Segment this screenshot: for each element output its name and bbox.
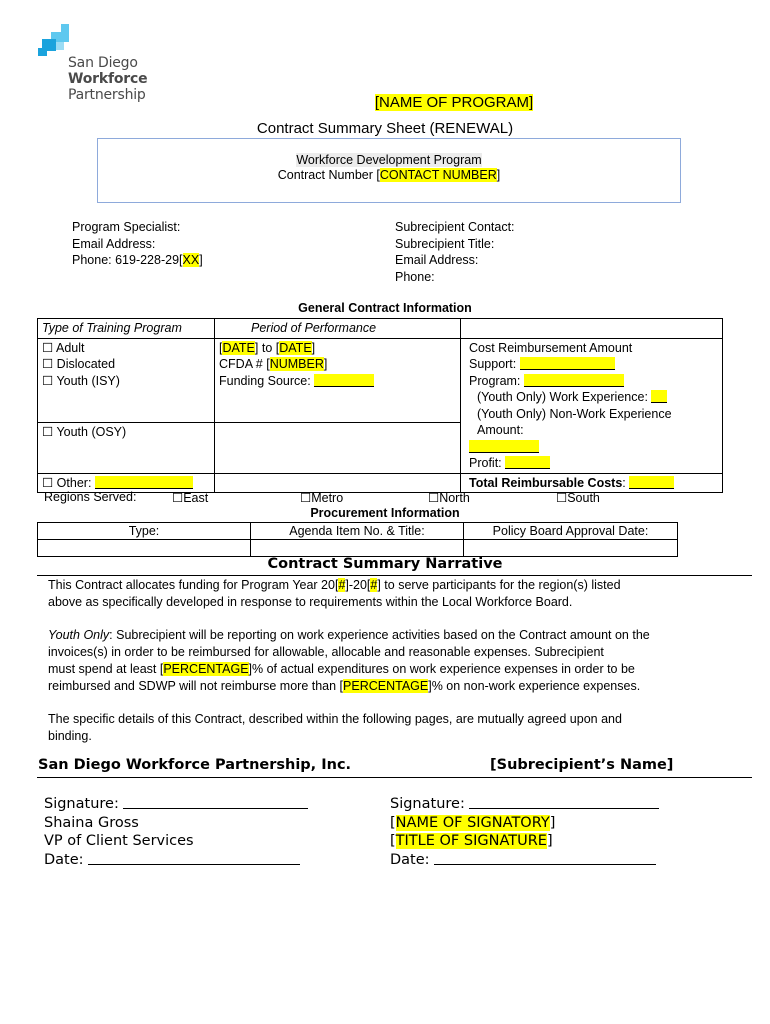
contract-program-label: Workforce Development Program <box>296 153 482 167</box>
region-metro-checkbox[interactable]: ☐Metro <box>300 491 344 505</box>
table-row <box>38 540 678 557</box>
left-date-line[interactable]: Date: <box>44 851 308 870</box>
right-signer-name: [NAME OF SIGNATORY] <box>390 814 556 831</box>
region-north-checkbox[interactable]: ☐North <box>428 491 470 505</box>
right-signature-line[interactable]: Signature: <box>390 795 659 814</box>
procurement-approval-header: Policy Board Approval Date: <box>464 523 678 540</box>
youth-osy-checkbox[interactable]: ☐ Youth (OSY) <box>42 424 127 439</box>
regions-label: Regions Served: <box>44 490 137 504</box>
contacts-right <box>395 219 515 285</box>
logo-mark-icon <box>38 24 72 60</box>
table-row <box>38 319 723 339</box>
contract-number: CONTACT NUMBER <box>379 168 497 182</box>
procurement-table <box>37 522 678 557</box>
region-east-checkbox[interactable]: ☐East <box>172 491 209 505</box>
procurement-agenda-header: Agenda Item No. & Title: <box>251 523 464 540</box>
sdwp-heading: San Diego Workforce Partnership, Inc. <box>38 757 352 773</box>
subrecipient-phone-label: Phone: <box>395 269 435 284</box>
procurement-heading: Procurement Information <box>310 506 460 520</box>
general-heading: General Contract Information <box>298 301 472 315</box>
total-reimbursable-costs: Total Reimbursable Costs: <box>469 475 718 492</box>
logo-text-line3: Partnership <box>68 87 146 103</box>
program-name: [NAME OF PROGRAM] <box>374 94 534 111</box>
general-contract-table <box>37 318 723 493</box>
subrecipient-contact-label: Subrecipient Contact: <box>395 220 515 234</box>
period-header: Period of Performance <box>215 319 461 339</box>
narrative-paragraph-3: The specific details of this Contract, described within the following pages, are mutually agreed upon and binding. <box>48 712 622 743</box>
logo-text-line1: San Diego <box>68 55 138 71</box>
left-signer-title: VP of Client Services <box>44 833 194 849</box>
program-specialist-label: Program Specialist: <box>72 220 181 234</box>
work-experience-field: (Youth Only) Work Experience: <box>469 389 718 406</box>
table-row <box>38 338 723 422</box>
right-date-line[interactable]: Date: <box>390 851 659 870</box>
procurement-type-header: Type: <box>38 523 251 540</box>
support-field: Support: <box>469 356 718 373</box>
adult-checkbox[interactable]: ☐ Adult <box>42 340 85 355</box>
signature-divider <box>37 777 752 778</box>
narrative-paragraph-1: This Contract allocates funding for Program Year 20[#]-20[#] to serve participants for the region(s) listed above as specifically developed in response to requirements within the Local Workforce Board. <box>48 578 621 609</box>
subrecipient-title-label: Subrecipient Title: <box>395 236 495 251</box>
subrecipient-name-heading: [Subrecipient’s Name] <box>490 757 674 773</box>
logo-text-line2: Workforce <box>68 71 148 87</box>
page-title: Contract Summary Sheet (RENEWAL) <box>256 120 514 137</box>
profit-field: Profit: <box>469 455 718 472</box>
program-field: Program: <box>469 373 718 390</box>
table-row <box>38 473 723 493</box>
subrecipient-email-label: Email Address: <box>395 253 479 267</box>
cfda-number: CFDA # [NUMBER] <box>219 357 328 371</box>
contacts-left <box>72 219 203 269</box>
nonwork-experience-field: (Youth Only) Non-Work Experience Amount: <box>477 406 672 437</box>
dislocated-checkbox[interactable]: ☐ Dislocated <box>42 357 116 371</box>
region-south-checkbox[interactable]: ☐South <box>556 491 600 505</box>
contract-box: Workforce Development Program Contract Number [CONTACT NUMBER] <box>97 138 681 203</box>
email-address-label: Email Address: <box>72 236 156 251</box>
funding-source: Funding Source: <box>219 373 456 390</box>
narrative-heading: Contract Summary Narrative <box>267 556 503 572</box>
signature-block-left <box>44 795 308 869</box>
narrative-divider <box>37 575 752 576</box>
other-checkbox[interactable]: ☐ Other: <box>42 475 210 492</box>
cost-reimbursement-title: Cost Reimbursement Amount <box>469 340 633 355</box>
phone-label: Phone: 619-228-29[XX] <box>72 253 203 267</box>
left-signer-name: Shaina Gross <box>44 814 139 831</box>
right-signer-title: [TITLE OF SIGNATURE] <box>390 833 553 849</box>
type-header: Type of Training Program <box>38 319 215 339</box>
youth-isy-checkbox[interactable]: ☐ Youth (ISY) <box>42 373 120 388</box>
narrative-paragraph-2: Youth Only: Subrecipient will be reporting on work experience activities based on the Contract amount on the invoices(s) in order to be reimbursed for allowable, allocable and reasonable expenses. Subrecipient must spend at least [PERCENTAGE]% of actual expenditures on work experience expenses in order to be reimbursed and SDWP will not reimburse more than [PERCENTAGE]% on non-work experience expenses. <box>48 628 650 693</box>
table-row <box>38 523 678 540</box>
narrative-body <box>48 577 748 745</box>
period-dates: [DATE] to [DATE] <box>219 340 316 355</box>
signature-block-right <box>390 795 659 869</box>
left-signature-line[interactable]: Signature: <box>44 795 308 814</box>
